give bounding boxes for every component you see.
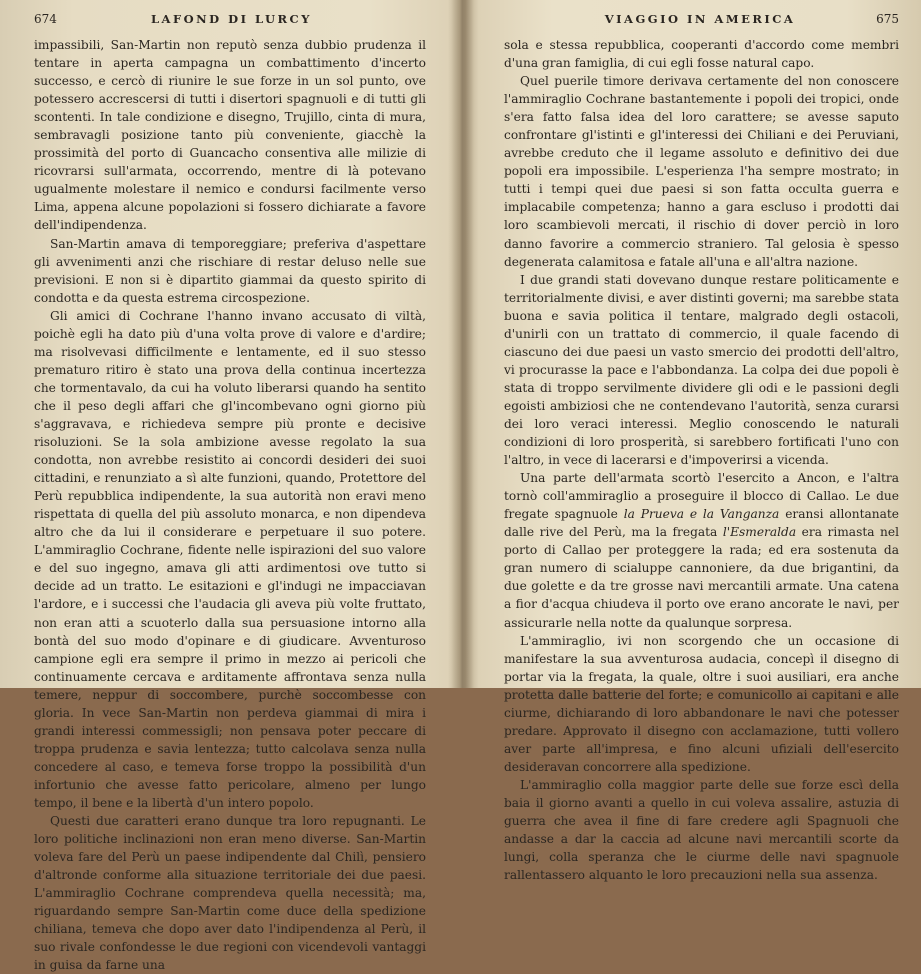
left-page-number: 674 <box>34 12 57 26</box>
paragraph <box>504 469 899 631</box>
paragraph: impassibili, San-Martin non reputò senza dubbio prudenza il tentare in aperta campagna un combattimento d'incerto successo, e cercò di riunire le sue forze in un sol punto, ove potessero accrescersi di tutti i disertori spagnuoli e di tutti gli scontenti. In tale condizione e disegno, Trujillo, cinta di mura, sembravagli posizione tanto più conveniente, giacchè la prossimità del porto di Guancacho consentiva alle milizie di ricovrarsi sull'armata, occorrendo, mentre di là potevano ugualmente molestare il nemico e condursi facilmente verso Lima, appena alcune popolazioni si fossero dichiarate a favore dell'indipendenza. <box>34 38 426 233</box>
left-running-head: LAFOND DI LURCY <box>150 12 312 26</box>
paragraph-text: eransi allontanate dalle rive del Perù, ma la fregata <box>504 507 899 540</box>
ship-name-italic: l'Esmeralda <box>722 525 797 540</box>
left-page <box>0 0 460 973</box>
paragraph-text: era rimasta nel porto di Callao per proteggere la rada; ed era sostenuta da gran numero di scialuppe cannoniere, da due brigantini, da due golette e da tre grosse navi mercantili armate. Una catena a fior d'acqua chiudeva il porto ove erano ancorate le navi, per assicurarle nella notte da qualunque sorpresa. <box>504 525 900 630</box>
ship-names-italic: la Prueva e la Vanganza <box>623 507 780 522</box>
paragraph: Gli amici di Cochrane l'hanno invano accusato di viltà, poichè egli ha dato più d'una volta prove di valore e d'ardire; ma risolvevasi difficilmente e lentamente, ed il suo stesso prematuro ritiro è stato una prova della continua incertezza che tormentavalo, da cui ha voluto liberarsi quando ha sentito che il peso degli affari che gl'incombevano ogni giorno più s'aggravava, e richiedeva sempre più pronte e decisive risoluzioni. Se la sola ambizione avesse regolato la sua condotta, non avrebbe resistito ai concordi desideri dei suoi cittadini, e renunziato a sì alte funzioni, quando, Protettore del Perù repubblica indipendente, la sua autorità non eravi meno rispettata di quella del più assoluto monarca, e non dipendeva altro che da lui il considerare e perpetuare il suo potere. L'ammiraglio Cochrane, fidente nelle ispirazioni del suo valore e del suo ingegno, amava gli atti ardimentosi ove tutto si decide ad un tratto. Le esitazioni e gl'indugi ne impacciavan l'ardore, e i successi che l'audacia gli aveva più volte fruttato, non eran atti a scuoterlo dalla sua persuasione intorno alla bontà del suo modo d'opinare e di giudicare. Avventuroso campione egli era sempre il primo in mezzo ai pericoli che continuamente cercava e arditamente affrontava senza nulla temere, neppur di soccombere, purchè soccombesse con gloria. In vece San-Martin non perdeva giammai di mira i grandi interessi commessigli; non pensava poter peccare di troppa prudenza e savia lentezza; tutto calcolava senza nulla concedere al caso, e temeva forse troppo la possibilità d'un infortunio che avesse fatto pericolare, almeno per lungo tempo, il bene e la libertà d'un intero popolo. <box>34 308 426 810</box>
right-page <box>470 0 921 883</box>
paragraph: Quel puerile timore derivava certamente del non conoscere l'ammiraglio Cochrane bastantemente i popoli dei tropici, onde s'era fatto falsa idea del loro carattere; se avesse saputo confrontare gl'istinti e gl'interessi dei Chiliani e dei Peruviani, avrebbe creduto che il legame assoluto e definitivo dei due popoli era impossibile. L'esperienza l'ha sempre mostrato; in tutti i tempi quei due paesi si son fatta occulta guerra e implacabile competenza; hanno a gara escluso i prodotti dai loro scambievoli mercati, il rischio di dover perciò in loro danno favorire a commercio straniero. Tal gelosia è spesso degenerata calamitosa e fatale all'una e all'altra nazione. <box>504 74 899 269</box>
paragraph: sola e stessa repubblica, cooperanti d'accordo come membri d'una gran famiglia, di cui egli fosse natural capo. <box>504 38 899 71</box>
right-page-number: 675 <box>876 12 899 26</box>
paragraph: Questi due caratteri erano dunque tra loro repugnanti. Le loro politiche inclinazioni non eran meno diverse. San-Martin voleva fare del Perù un paese indipendente dal Chilì, pensiero d'altronde conforme alla situazione territoriale dei due paesi. L'ammiraglio Cochrane comprendeva quella necessità; ma, riguardando sempre San-Martin come duce della spedizione chiliana, temeva che dopo aver dato l'indipendenza al Perù, il suo rivale confondesse le due regioni con vicendevoli vantaggi in guisa da farne una <box>34 814 426 973</box>
right-page-body <box>504 36 899 884</box>
left-page-body <box>34 36 426 974</box>
left-running-header <box>34 12 426 26</box>
paragraph: L'ammiraglio colla maggior parte delle sue forze escì della baia il giorno avanti a quello in cui voleva assalire, astuzia di guerra che avea il fine di fare credere agli Spagnuoli che andasse a dar la caccia ad alcune navi mercantili scorte da lungi, colla speranza che le ciurme delle navi spagnuole rallentassero alquanto le loro precauzioni nella sua assenza. <box>504 777 899 883</box>
paragraph: I due grandi stati dovevano dunque restare politicamente e territorialmente divisi, e aver distinti governi; ma sarebbe stata buona e savia politica il tentare, malgrado degli ostacoli, d'unirli con un trattato di commercio, il quale facendo di ciascuno dei due paesi un vasto smercio dei prodotti dell'altro, vi procurasse la pace e l'abbondanza. La colpa dei due popoli è stata di troppo servilmente dividere gli odi e le passioni degli egoisti ambiziosi che ne contendevano l'autorità, senza curarsi dei loro veraci interessi. Meglio conoscendo le naturali condizioni di loro prosperità, si sarebbero fortificati l'uno con l'altro, in vece di lacerarsi e d'impoverirsi a vicenda. <box>504 272 899 468</box>
right-running-head: VIAGGIO IN AMERICA <box>604 12 796 26</box>
paragraph: L'ammiraglio, ivi non scorgendo che un occasione di manifestare la sua avventurosa audacia, concepì il disegno di portar via la fregata, la quale, oltre i suoi ausiliari, era anche protetta dalle batterie del forte; e comunicollo ai capitani e alle ciurme, dichiarando di loro abbandonare le navi che potesser predare. Approvato il disegno con acclamazione, tutti vollero aver parte all'impresa, e fino alcuni ufiziali dell'esercito desideravan concorrere alla spedizione. <box>504 633 899 774</box>
paragraph-text: Una parte dell'armata scortò l'esercito a Ancon, e l'altra tornò coll'ammiraglio a proseguire il blocco di Callao. Le due fregate spagnuole <box>504 471 899 522</box>
right-running-header <box>504 12 899 26</box>
paragraph: San-Martin amava di temporeggiare; preferiva d'aspettare gli avvenimenti anzi che rischiare di restar deluso nelle sue previsioni. E non si è dipartito giammai da questo spirito di condotta e da questa estrema circospezione. <box>34 236 426 305</box>
